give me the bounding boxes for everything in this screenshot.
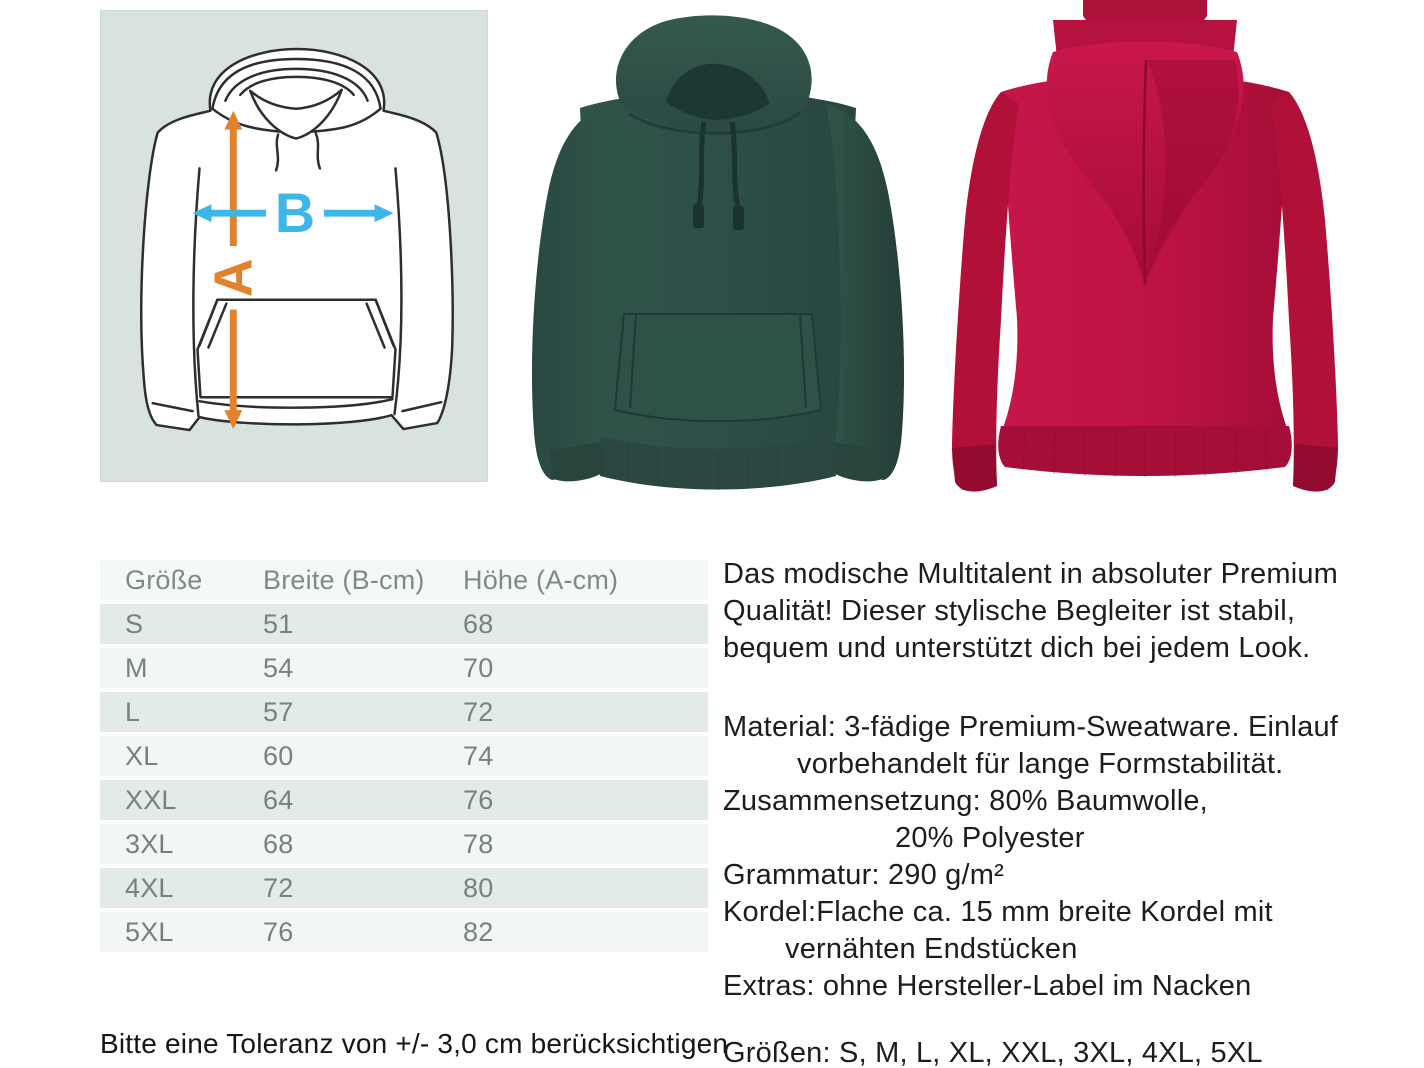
size-cell: S xyxy=(125,608,144,639)
description-specs xyxy=(723,709,1423,1005)
hoehe-cell: 72 xyxy=(463,696,494,727)
description-line: Das modische Multitalent in absoluter Premium xyxy=(723,558,1339,590)
table-row xyxy=(100,736,708,776)
breite-cell: 60 xyxy=(263,740,294,771)
available-sizes-line: Größen: S, M, L, XL, XXL, 3XL, 4XL, 5XL xyxy=(723,1037,1263,1068)
spec-material-cont: vorbehandelt für lange Formstabilität. xyxy=(797,748,1284,780)
measure-label-b: B xyxy=(274,182,316,245)
spec-zusammensetzung: Zusammensetzung: 80% Baumwolle, xyxy=(723,785,1208,817)
size-cell: XL xyxy=(125,740,159,771)
description-line: Qualität! Dieser stylische Begleiter ist stabil, xyxy=(723,595,1296,627)
hoodie-back-photo xyxy=(935,0,1355,500)
size-cell: L xyxy=(125,696,141,727)
hoehe-cell: 76 xyxy=(463,784,494,815)
column-header-breite: Breite (B-cm) xyxy=(263,564,425,595)
hoodie-front-shape xyxy=(532,15,904,490)
size-cell: 3XL xyxy=(125,828,174,859)
size-diagram-illustration xyxy=(101,11,487,481)
measure-label-a: A xyxy=(203,258,264,298)
size-diagram-panel xyxy=(100,10,488,482)
table-row xyxy=(100,648,708,688)
breite-cell: 72 xyxy=(263,872,294,903)
hoehe-cell: 80 xyxy=(463,872,494,903)
spec-kordel: Kordel:Flache ca. 15 mm breite Kordel mit xyxy=(723,896,1273,928)
table-row xyxy=(100,692,708,732)
spec-zusammensetzung-cont: 20% Polyester xyxy=(895,822,1085,854)
column-header-hoehe: Höhe (A-cm) xyxy=(463,564,619,595)
size-table-header-row xyxy=(100,560,708,600)
hoodie-front-photo xyxy=(518,12,918,492)
table-row xyxy=(100,912,708,952)
spec-kordel-cont: vernähten Endstücken xyxy=(785,933,1078,965)
table-row xyxy=(100,868,708,908)
size-cell: 5XL xyxy=(125,916,174,947)
breite-cell: 54 xyxy=(263,652,294,683)
table-row xyxy=(100,780,708,820)
tolerance-note: Bitte eine Toleranz von +/- 3,0 cm berücksichtigen xyxy=(100,1028,729,1059)
breite-cell: 64 xyxy=(263,784,294,815)
breite-cell: 76 xyxy=(263,916,294,947)
table-row xyxy=(100,604,708,644)
breite-cell: 68 xyxy=(263,828,294,859)
spec-grammatur: Grammatur: 290 g/m² xyxy=(723,859,1004,891)
hoehe-cell: 68 xyxy=(463,608,494,639)
size-cell: M xyxy=(125,652,148,683)
hoehe-cell: 70 xyxy=(463,652,494,683)
hoehe-cell: 82 xyxy=(463,916,494,947)
table-row xyxy=(100,824,708,864)
breite-cell: 57 xyxy=(263,696,294,727)
spec-material: Material: 3-fädige Premium-Sweatware. Einlauf xyxy=(723,711,1339,743)
product-description-text xyxy=(723,556,1423,1068)
size-cell: XXL xyxy=(125,784,177,815)
size-cell: 4XL xyxy=(125,872,174,903)
description-line: bequem und unterstützt dich bei jedem Look. xyxy=(723,632,1311,664)
description-intro xyxy=(723,556,1423,667)
spec-extras: Extras: ohne Hersteller-Label im Nacken xyxy=(723,970,1252,1002)
hoehe-cell: 74 xyxy=(463,740,494,771)
hoodie-back-shape xyxy=(952,0,1338,492)
breite-cell: 51 xyxy=(263,608,294,639)
size-table xyxy=(100,560,708,956)
column-header-groesse: Größe xyxy=(125,564,203,595)
hoehe-cell: 78 xyxy=(463,828,494,859)
